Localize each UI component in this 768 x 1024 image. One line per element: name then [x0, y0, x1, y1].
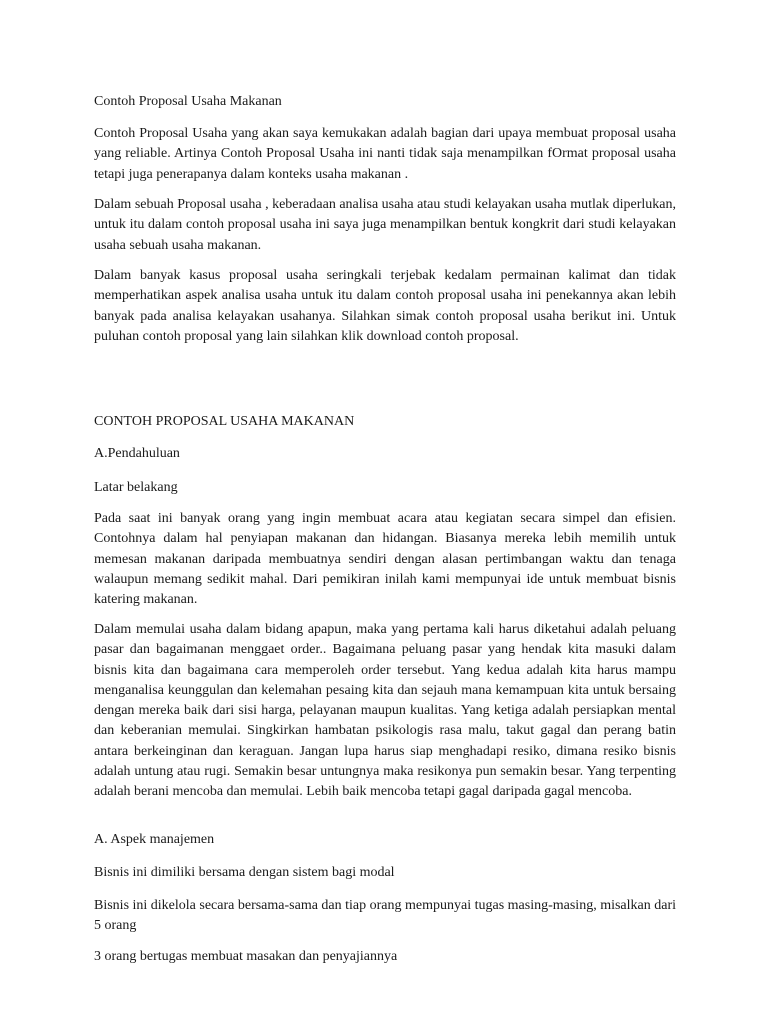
latar-paragraph-2: Dalam memulai usaha dalam bidang apapun, maka yang pertama kali harus diketahui adalah peluang pasar dan bagaimanan menggaet order.. Bagaimana peluang pasar yang hendak kita masuki dalam bisnis kita dan bagaimana cara memperoleh order tersebut. Yang kedua adalah kita harus mampu menganalisa keunggulan dan kelemahan pesaing kita dan sejauh mana kemampuan kita untuk bersaing dengan mereka baik dari sisi harga, pelayanan maupun kualitas. Yang ketiga adalah persiapkan mental dan keberanian memulai. Singkirkan hambatan psikologis rasa malu, takut gagal dan perang batin antara berkeinginan dan keraguan. Jangan lupa harus siap menghadapi resiko, dimana resiko bisnis adalah untung atau rugi. Semakin besar untungnya maka resikonya pun semakin besar. Yang terpenting adalah berani mencoba dan memulai. Lebih baik mencoba tetapi gagal daripada gagal mencoba. [94, 622, 676, 800]
subheading-latar-belakang: Latar belakang [94, 480, 178, 495]
aspek-paragraph: Bisnis ini dikelola secara bersama-sama dan tiap orang mempunyai tugas masing-masing, misalkan dari 5 orang [94, 898, 677, 934]
intro-paragraph-3: Dalam banyak kasus proposal usaha seringkali terjebak kedalam permainan kalimat dan tidak memperhatikan aspek analisa usaha untuk itu dalam contoh proposal usaha ini penekannya akan lebih banyak pada analisa kelayakan usahanya. Silahkan simak contoh proposal usaha berikut ini. Untuk puluhan contoh proposal yang lain silahkan klik download contoh proposal. [94, 268, 676, 344]
aspek-line-2: 3 orang bertugas membuat masakan dan penyajiannya [94, 949, 398, 964]
section-heading: CONTOH PROPOSAL USAHA MAKANAN [94, 414, 355, 429]
latar-paragraph-1: Pada saat ini banyak orang yang ingin membuat acara atau kegiatan secara simpel dan efisien. Contohnya dalam hal penyiapan makanan dan hidangan. Biasanya mereka lebih memilih untuk memesan makanan daripada membuatnya sendiri dengan alasan pertimbangan waktu dan tenaga walaupun memang sedikit mahal. Dari pemikiran inilah kami mempunyai ide untuk membuat bisnis katering makanan. [94, 511, 676, 608]
intro-paragraph-2: Dalam sebuah Proposal usaha , keberadaan analisa usaha atau studi kelayakan usaha mutlak diperlukan, untuk itu dalam contoh proposal usaha ini saya juga menampilkan bentuk kongkrit dari studi kelayakan usaha sebuah usaha makanan. [94, 197, 676, 253]
aspek-line-1: Bisnis ini dimiliki bersama dengan sistem bagi modal [94, 865, 395, 880]
section-aspek-manajemen: A. Aspek manajemen [94, 832, 215, 847]
section-a-pendahuluan: A.Pendahuluan [94, 446, 180, 461]
intro-paragraph-1: Contoh Proposal Usaha yang akan saya kemukakan adalah bagian dari upaya membuat proposal usaha yang reliable. Artinya Contoh Proposal Usaha ini nanti tidak saja menampilkan fOrmat proposal usaha tetapi juga penerapanya dalam konteks usaha makanan . [94, 126, 676, 182]
document-title: Contoh Proposal Usaha Makanan [94, 94, 282, 109]
